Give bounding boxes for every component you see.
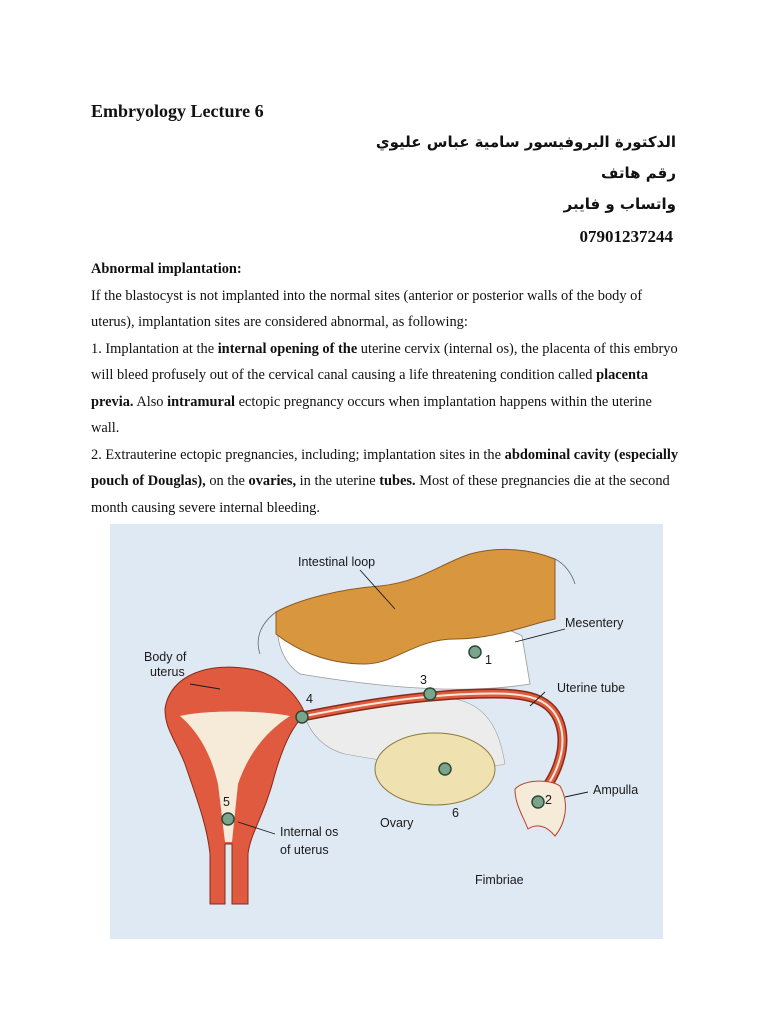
section-heading: Abnormal implantation: xyxy=(91,261,242,277)
intestine-edge xyxy=(258,612,276,654)
implantation-site-5 xyxy=(222,813,234,825)
item-1-text: Also xyxy=(133,393,168,410)
item-1-text: 1. Implantation at the xyxy=(91,340,218,357)
item-2-text: in the uterine xyxy=(296,473,380,489)
label-mesentery: Mesentery xyxy=(565,616,624,630)
item-1-bold: intramural xyxy=(167,393,236,410)
site-number-4: 4 xyxy=(306,692,313,706)
item-1-text: ectopic pregnancy occurs when implantation happens within the uterine wall. xyxy=(91,393,652,436)
site-number-5: 5 xyxy=(223,795,230,809)
fimbriae-shape xyxy=(515,781,565,836)
intro-paragraph: If the blastocyst is not implanted into the normal sites (anterior or posterior walls of the body of uterus), implantation sites are considered abnormal, as following: xyxy=(91,287,643,330)
item-2-text: on the xyxy=(205,473,249,489)
label-fimbriae: Fimbriae xyxy=(475,873,524,887)
item-1 xyxy=(91,336,681,442)
anatomy-diagram xyxy=(110,524,663,939)
site-number-6: 6 xyxy=(452,806,459,820)
item-1-bold: internal opening of the xyxy=(217,340,358,357)
label-intestinal-loop: Intestinal loop xyxy=(298,555,376,569)
label-ovary: Ovary xyxy=(380,816,414,830)
label-internal-os: of uterus xyxy=(280,843,329,857)
item-2-bold: tubes. xyxy=(379,473,416,489)
site-number-1: 1 xyxy=(485,653,492,667)
phone-label: رقم هاتف xyxy=(601,164,676,182)
intestine-edge xyxy=(555,559,575,584)
implantation-site-4 xyxy=(296,711,308,723)
ovary-shape xyxy=(375,733,495,805)
implantation-figure xyxy=(110,524,663,939)
implantation-site-1 xyxy=(469,646,481,658)
item-2-bold: ovaries, xyxy=(248,473,297,489)
label-body-of-uterus: Body of xyxy=(144,650,187,664)
implantation-site-6 xyxy=(439,763,451,775)
page-title: Embryology Lecture 6 xyxy=(91,101,264,121)
implantation-site-2 xyxy=(532,796,544,808)
phone-number: 07901237244 xyxy=(579,227,673,246)
label-internal-os: Internal os xyxy=(280,825,339,839)
item-2-text: Most of these pregnancies die at the second month causing severe internal bleeding. xyxy=(91,473,670,516)
item-2-bold: abdominal cavity (especially pouch of Douglas), xyxy=(91,446,679,489)
site-number-2: 2 xyxy=(545,793,552,807)
label-ampulla: Ampulla xyxy=(593,783,639,797)
site-number-3: 3 xyxy=(420,673,427,687)
item-1-text: uterine cervix (internal os), the placenta of this embryo will bleed profusely out of the cervical canal causing a life threatening condition called xyxy=(91,340,678,383)
item-2 xyxy=(91,442,681,522)
item-1-bold: placenta previa. xyxy=(91,367,649,410)
implantation-site-3 xyxy=(424,688,436,700)
author-name: الدكتورة البروفيسور سامية عباس عليوي xyxy=(375,133,676,151)
item-2-text: 2. Extrauterine ectopic pregnancies, including; implantation sites in the xyxy=(91,446,505,463)
lecture-body xyxy=(91,256,681,521)
label-uterine-tube: Uterine tube xyxy=(557,681,626,695)
apps-label: واتساب و فايبر xyxy=(563,195,676,213)
label-body-of-uterus: uterus xyxy=(150,665,185,679)
